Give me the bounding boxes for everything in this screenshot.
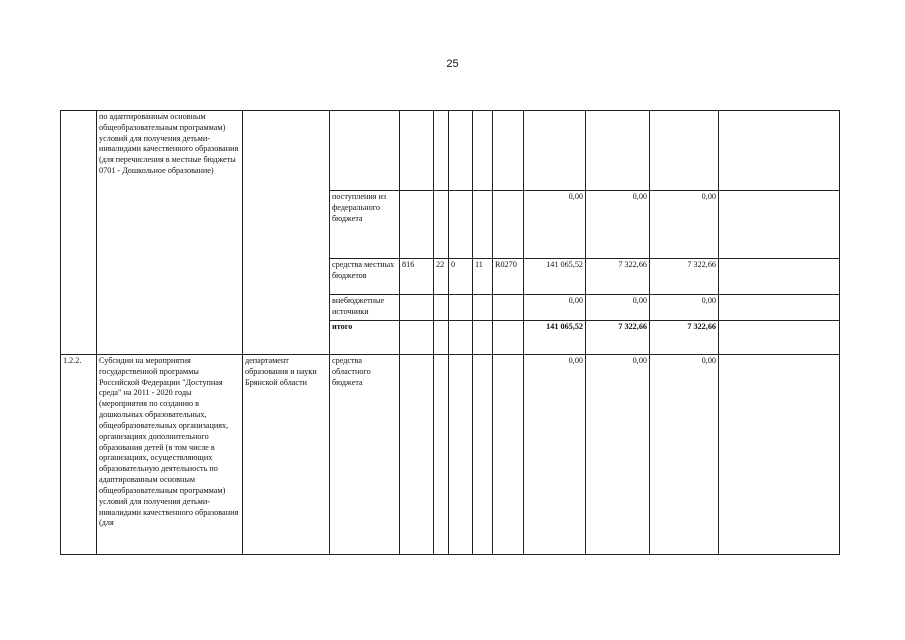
cell-description-122: Субсидии на мероприятия государственной программы Российской Федерации "Доступная среда" на 2011 - 2020 годы (мероприятия по созданию в дошкольных образовательных, общеобразовательных организациях, организациях дополнительного образования детей (в том числе в организациях, осуществляющих образовательную деятельность по адаптированным основным общеобразовательным программам) условий для получения детьми-инвалидами качественного образования (для xyxy=(97,355,243,555)
table-row-continued xyxy=(61,111,840,191)
cell-source-local: средства местных бюджетов xyxy=(330,259,400,295)
cell-value1-122: 0,00 xyxy=(524,355,586,555)
budget-table xyxy=(60,110,840,555)
cell-source-122: средства областного бюджета xyxy=(330,355,400,555)
cell-value3-federal: 0,00 xyxy=(650,191,719,259)
cell-code1-empty xyxy=(400,111,434,191)
cell-value1-extra: 0,00 xyxy=(524,295,586,321)
table-row-federal xyxy=(61,191,840,259)
cell-value2-122: 0,00 xyxy=(586,355,650,555)
cell-value2-federal: 0,00 xyxy=(586,191,650,259)
cell-description-continued: по адаптированным основным общеобразовательным программам) условий для получения детьми-инвалидами качественного образования (для перечисления в местные бюджеты 0701 - Дошкольное образование) xyxy=(97,111,243,191)
cell-value2-local: 7 322,66 xyxy=(586,259,650,295)
cell-source-federal: поступления из федерального бюджета xyxy=(330,191,400,259)
cell-source-extra: внебюджетные источники xyxy=(330,295,400,321)
cell-code1-local: 816 xyxy=(400,259,434,295)
cell-value2-total: 7 322,66 xyxy=(586,321,650,355)
cell-value2-empty xyxy=(586,111,650,191)
cell-value3-empty xyxy=(650,111,719,191)
cell-executor-empty xyxy=(243,111,330,191)
cell-code2-local: 22 xyxy=(434,259,449,295)
table-row-total xyxy=(61,321,840,355)
cell-value1-empty xyxy=(524,111,586,191)
cell-source-empty xyxy=(330,111,400,191)
cell-code5-local: R0270 xyxy=(493,259,524,295)
cell-number-empty xyxy=(61,111,97,191)
cell-code4-empty xyxy=(473,111,493,191)
cell-value1-local: 141 065,52 xyxy=(524,259,586,295)
cell-code3-empty xyxy=(449,111,473,191)
cell-code5-empty xyxy=(493,111,524,191)
cell-value3-extra: 0,00 xyxy=(650,295,719,321)
cell-value1-federal: 0,00 xyxy=(524,191,586,259)
cell-value3-122: 0,00 xyxy=(650,355,719,555)
cell-code3-local: 0 xyxy=(449,259,473,295)
table-row-extra xyxy=(61,295,840,321)
cell-executor-122: департамент образования и науки Брянской области xyxy=(243,355,330,555)
cell-value3-local: 7 322,66 xyxy=(650,259,719,295)
cell-value2-extra: 0,00 xyxy=(586,295,650,321)
cell-value3-total: 7 322,66 xyxy=(650,321,719,355)
cell-source-total: итого xyxy=(330,321,400,355)
cell-value1-total: 141 065,52 xyxy=(524,321,586,355)
cell-code4-local: 11 xyxy=(473,259,493,295)
cell-code2-empty xyxy=(434,111,449,191)
page-number: 25 xyxy=(446,58,459,70)
table-row-item-122 xyxy=(61,355,840,555)
table-row-local xyxy=(61,259,840,295)
cell-extra-empty xyxy=(719,111,840,191)
cell-number-122: 1.2.2. xyxy=(61,355,97,555)
